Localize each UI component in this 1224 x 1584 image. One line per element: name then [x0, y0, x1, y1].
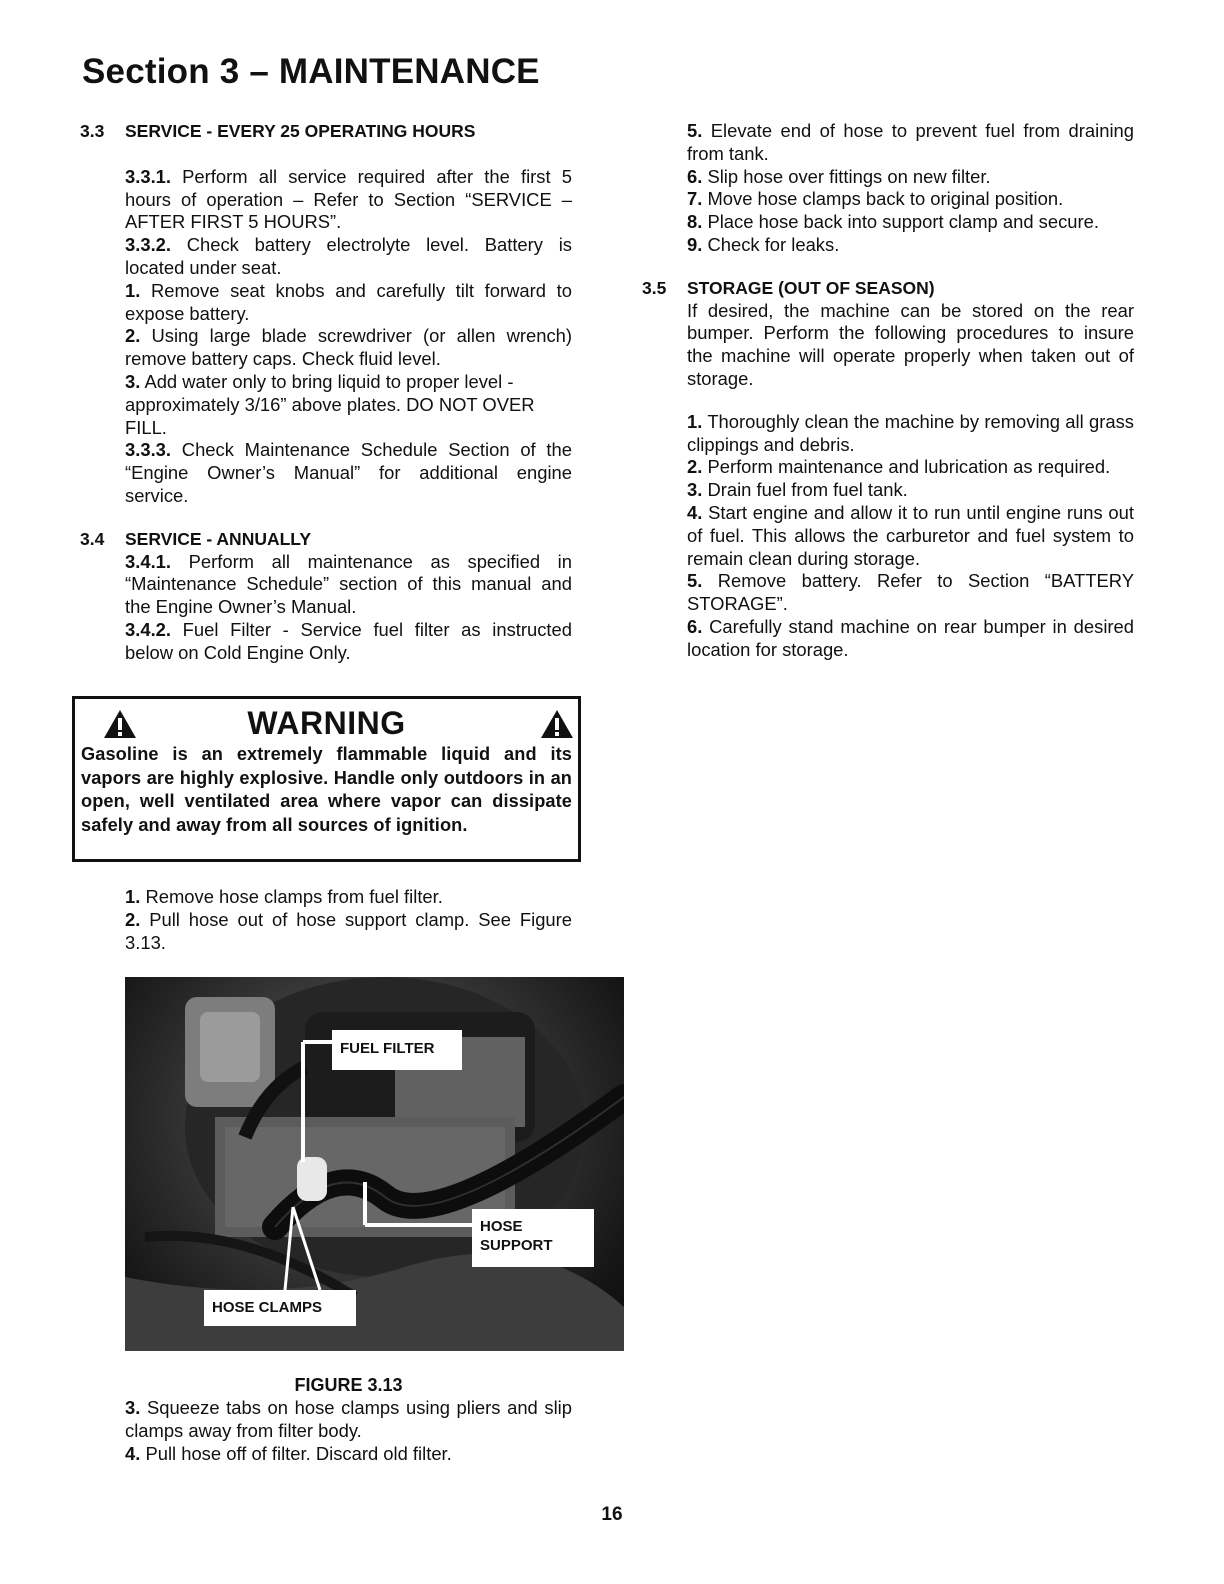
- step-text: Remove seat knobs and carefully tilt forward to expose battery.: [125, 279, 572, 324]
- step-item: [687, 188, 1134, 211]
- step-number: 3.: [125, 370, 141, 392]
- step-number: 1.: [125, 886, 141, 907]
- step-item: [125, 1443, 572, 1466]
- section-3-5-heading: [642, 277, 1134, 300]
- step-number: 2.: [125, 908, 141, 930]
- step-number: 2.: [125, 325, 141, 347]
- step-text: Carefully stand machine on rear bumper in desired location for storage.: [687, 615, 1134, 660]
- step-text: Thoroughly clean the machine by removing all grass clippings and debris.: [687, 410, 1134, 455]
- step-text: Remove hose clamps from fuel filter.: [140, 886, 443, 907]
- hose-clamps-callout: HOSE CLAMPS: [204, 1290, 356, 1326]
- figure-caption: FIGURE 3.13: [294, 1375, 403, 1395]
- step-number: 8.: [687, 211, 703, 233]
- step-text: Move hose clamps back to original position.: [702, 188, 1064, 210]
- figure-3-13-photo: [125, 977, 624, 1351]
- step-item: [687, 479, 1134, 502]
- section-3-4-heading: [80, 528, 572, 551]
- step-item: [687, 502, 1134, 570]
- step-number: 6.: [687, 615, 703, 637]
- paragraph-3-3-1: [125, 166, 572, 234]
- step-text: Elevate end of hose to prevent fuel from draining from tank.: [687, 120, 1134, 164]
- step-number: 2.: [687, 456, 703, 478]
- step-text: Slip hose over fittings on new filter.: [702, 165, 991, 187]
- paragraph-text: Check Maintenance Schedule Section of the “Engine Owner’s Manual” for additional engine service.: [125, 439, 572, 506]
- paragraph-number: 3.4.1.: [125, 550, 172, 572]
- step-item: [125, 280, 572, 326]
- step-text: Using large blade screwdriver (or allen wrench) remove battery caps. Check fluid level.: [125, 325, 572, 370]
- step-number: 3.: [687, 479, 703, 501]
- step-text: Perform maintenance and lubrication as required.: [702, 456, 1111, 478]
- section-title: STORAGE (OUT OF SEASON): [687, 277, 935, 298]
- step-item: [125, 909, 572, 955]
- step-item: [687, 570, 1134, 616]
- paragraph-text: Perform all maintenance as specified in “Maintenance Schedule” section of this manual and the Engine Owner’s Manual.: [125, 550, 572, 618]
- step-number: 9.: [687, 233, 703, 255]
- warning-title: WARNING: [247, 705, 406, 741]
- step-text: Squeeze tabs on hose clamps using pliers and slip clamps away from filter body.: [125, 1397, 572, 1441]
- step-number: 4.: [687, 501, 703, 523]
- step-text: Check for leaks.: [702, 233, 840, 255]
- step-item: [687, 211, 1134, 234]
- step-item: [125, 886, 572, 909]
- warning-text: Gasoline is an extremely flammable liquid and its vapors are highly explosive. Handle only outdoors in an open, well ventilated area where vapor can dissipate safely and away from all sources of ignition.: [81, 744, 572, 835]
- step-number: 5.: [687, 570, 703, 592]
- step-item: [687, 411, 1134, 457]
- step-text: Drain fuel from fuel tank.: [702, 479, 908, 501]
- step-number: 5.: [687, 120, 703, 141]
- hose-support-callout: HOSE SUPPORT: [472, 1209, 594, 1267]
- step-item: [125, 325, 572, 371]
- paragraph-3-4-2: [125, 619, 572, 665]
- page-number: 16: [601, 1504, 623, 1525]
- paragraph-number: 3.4.2.: [125, 618, 172, 640]
- paragraph-3-3-3: [125, 439, 572, 507]
- step-item: [687, 234, 1134, 257]
- paragraph-text: Check battery electrolyte level. Battery is located under seat.: [125, 234, 572, 278]
- step-item: [125, 371, 572, 439]
- step-item: [125, 1397, 572, 1443]
- fuel-filter-steps-continued: [125, 1397, 572, 1465]
- fuel-filter-steps: [125, 886, 572, 954]
- section-title: SERVICE - EVERY 25 OPERATING HOURS: [125, 121, 476, 141]
- step-number: 6.: [687, 165, 703, 187]
- step-item: [687, 120, 1134, 166]
- paragraph-text: Fuel Filter - Service fuel filter as instructed below on Cold Engine Only.: [125, 618, 572, 663]
- step-text: Pull hose out of hose support clamp. See Figure 3.13.: [125, 908, 572, 953]
- section-number: 3.4: [80, 528, 105, 549]
- warning-box: [72, 696, 581, 862]
- step-text: Add water only to bring liquid to proper level - approximately 3/16” above plates. DO NOT OVER FILL.: [125, 370, 535, 438]
- step-number: 4.: [125, 1442, 141, 1464]
- paragraph-number: 3.3.3.: [125, 439, 172, 461]
- warning-triangle-icon: [540, 709, 574, 739]
- left-column: [80, 120, 572, 665]
- right-column: [642, 120, 1134, 662]
- section-number: 3.5: [642, 277, 667, 298]
- paragraph-number: 3.3.2.: [125, 234, 172, 256]
- step-item: [687, 616, 1134, 662]
- step-item: [687, 456, 1134, 479]
- section-number: 3.3: [80, 121, 105, 141]
- section-3-3-heading: [80, 120, 572, 143]
- paragraph-3-4-1: [125, 551, 572, 619]
- step-number: 1.: [687, 410, 703, 432]
- step-text: Place hose back into support clamp and secure.: [702, 211, 1099, 233]
- paragraph-number: 3.3.1.: [125, 165, 172, 187]
- fuel-filter-callout: FUEL FILTER: [332, 1030, 462, 1070]
- storage-intro: If desired, the machine can be stored on the rear bumper. Perform the following procedures to insure the machine will operate properly when taken out of storage.: [687, 299, 1134, 389]
- step-text: Remove battery. Refer to Section “BATTERY STORAGE”.: [687, 570, 1134, 615]
- page-title: Section 3 – MAINTENANCE: [82, 52, 540, 91]
- section-title: SERVICE - ANNUALLY: [125, 528, 312, 549]
- paragraph-3-3-2: [125, 234, 572, 280]
- paragraph-text: Perform all service required after the first 5 hours of operation – Refer to Section “SERVICE – AFTER FIRST 5 HOURS”.: [125, 165, 572, 233]
- step-text: Pull hose off of filter. Discard old filter.: [140, 1442, 452, 1464]
- step-item: [687, 166, 1134, 189]
- step-number: 3.: [125, 1397, 141, 1418]
- step-text: Start engine and allow it to run until engine runs out of fuel. This allows the carburetor and fuel system to remain clean during storage.: [687, 501, 1134, 569]
- step-number: 7.: [687, 188, 703, 210]
- step-number: 1.: [125, 279, 141, 301]
